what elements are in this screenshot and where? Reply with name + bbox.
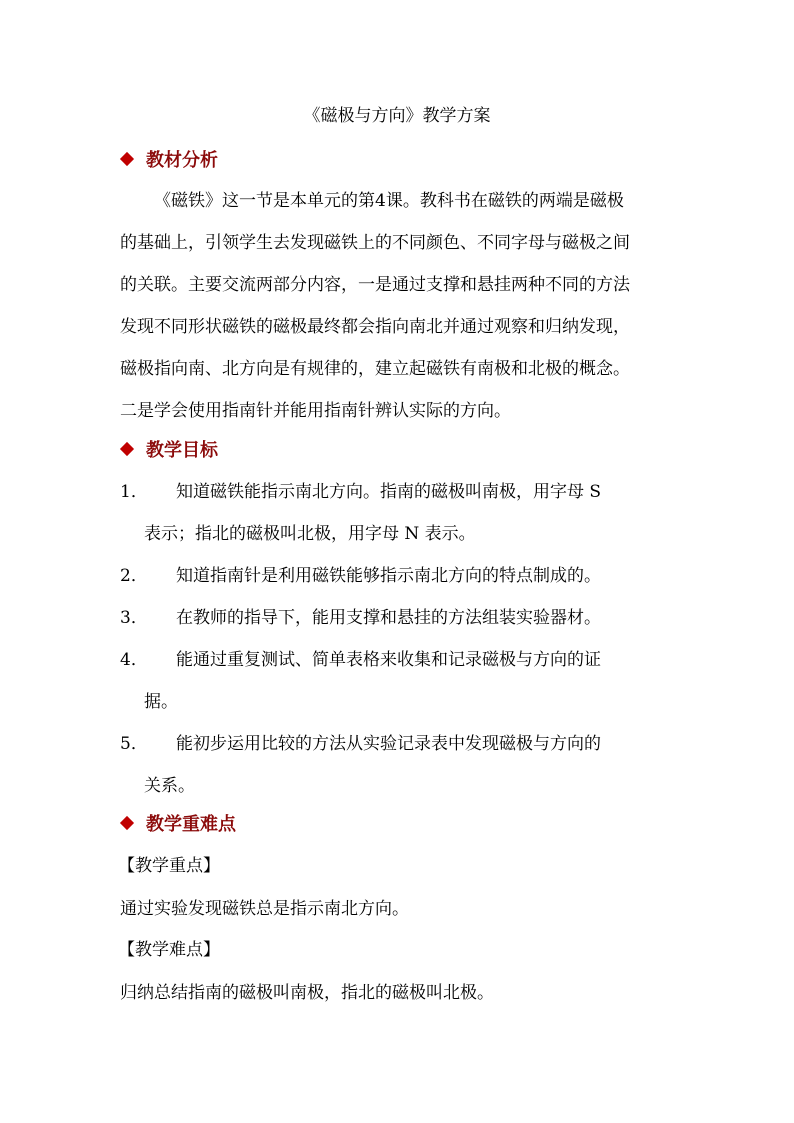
section-heading-goals [120,438,218,464]
goal-text-continued: 表示；指北的磁极叫北极，用字母 N 表示。 [144,524,476,544]
diamond-bullet-icon [120,816,134,830]
focus-label: 【教学重点】 [118,856,220,876]
paragraph-line: 二是学会使用指南针并能用指南针辨认实际的方向。 [120,401,511,421]
difficulty-text: 归纳总结指南的磁极叫南极，指北的磁极叫北极。 [120,983,494,1003]
paragraph-line: 的基础上，引领学生去发现磁铁上的不同颜色、不同字母与磁极之间 [120,233,630,253]
goal-number: 5． [120,734,148,754]
paragraph-line: 《磁铁》这一节是本单元的第4课。教科书在磁铁的两端是磁极 [154,191,624,211]
goal-text: 能初步运用比较的方法从实验记录表中发现磁极与方向的 [176,734,601,754]
goal-text: 在教师的指导下，能用支撑和悬挂的方法组装实验器材。 [176,608,601,628]
goal-item-1 [120,471,680,555]
goal-text: 知道指南针是利用磁铁能够指示南北方向的特点制成的。 [176,566,601,586]
goal-text-continued: 关系。 [144,776,195,796]
goal-item-4 [120,639,680,723]
goal-number: 4． [120,650,148,670]
goal-item-5 [120,723,680,807]
section-heading-label: 教学目标 [146,440,218,461]
goal-text: 能通过重复测试、简单表格来收集和记录磁极与方向的证 [176,650,601,670]
goal-item-3 [120,597,680,639]
section-heading-key-points [120,812,236,838]
goal-number: 1． [120,482,148,502]
difficulty-label: 【教学难点】 [118,940,220,960]
paragraph-line: 磁极指向南、北方向是有规律的，建立起磁铁有南极和北极的概念。 [120,359,630,379]
section-heading-label: 教学重难点 [146,814,236,835]
section-heading-analysis [120,148,218,174]
paragraph-line: 发现不同形状磁铁的磁极最终都会指向南北并通过观察和归纳发现， [120,317,630,337]
goal-number: 3． [120,608,148,628]
goal-item-2 [120,555,680,597]
diamond-bullet-icon [120,442,134,456]
focus-text: 通过实验发现磁铁总是指示南北方向。 [120,899,409,919]
analysis-paragraph [120,180,676,432]
section-heading-label: 教材分析 [146,150,218,171]
diamond-bullet-icon [120,152,134,166]
document-title: 《磁极与方向》教学方案 [303,106,491,126]
goal-text: 知道磁铁能指示南北方向。指南的磁极叫南极，用字母 S [176,482,602,502]
goal-text-continued: 据。 [144,692,178,712]
goal-number: 2． [120,566,148,586]
paragraph-line: 的关联。主要交流两部分内容，一是通过支撑和悬挂两种不同的方法 [120,275,630,295]
